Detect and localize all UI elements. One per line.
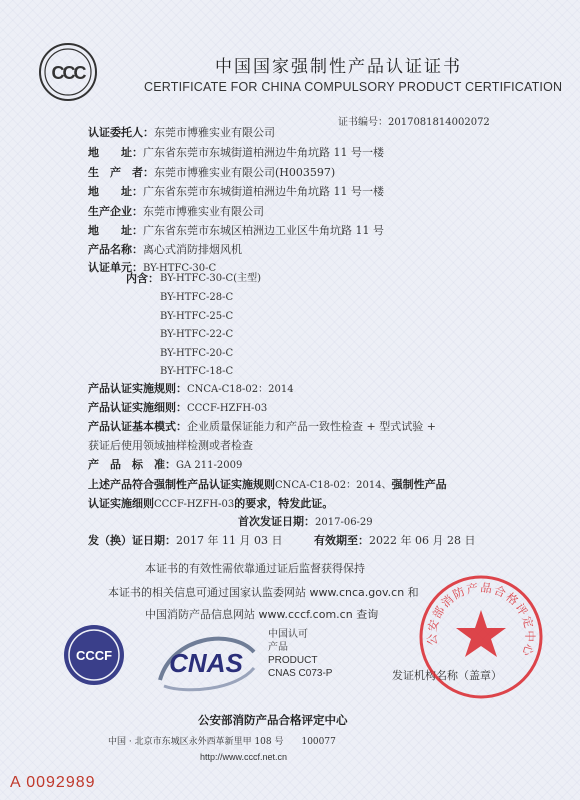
cnas-logo-text: CNAS bbox=[169, 648, 243, 678]
field-address-2-value: 广东省东莞市东城街道柏洲边牛角坑路 11 号一楼 bbox=[143, 185, 384, 198]
field-basic-mode-continued: 获证后使用领域抽样检测或者检查 bbox=[88, 439, 253, 452]
cccf-logo bbox=[62, 623, 126, 687]
conformity-rule: CNCA-C18-02：2014、 bbox=[275, 480, 392, 491]
notice-line-3: 中国消防产品信息网站 www.cccf.com.cn 查询 bbox=[145, 608, 379, 621]
field-includes-label: 内含： bbox=[126, 272, 159, 285]
model-item: BY-HTFC-20-C bbox=[160, 348, 234, 359]
cnas-cn-line-2: 产品 bbox=[268, 642, 288, 653]
ccc-logo-text: CCC bbox=[51, 63, 85, 83]
field-standard bbox=[88, 456, 242, 474]
cnas-mark-text bbox=[268, 628, 332, 680]
model-item: BY-HTFC-22-C bbox=[160, 329, 234, 340]
field-factory-label: 生产企业： bbox=[88, 205, 143, 218]
field-product-name-value: 离心式消防排烟风机 bbox=[143, 243, 242, 256]
model-item: BY-HTFC-28-C bbox=[160, 292, 234, 303]
conformity-text: 的要求，特发此证。 bbox=[234, 497, 334, 510]
seal-star-icon bbox=[456, 610, 506, 657]
conformity-statement-line-2 bbox=[88, 495, 333, 513]
certificate-number-label: 证书编号： bbox=[338, 117, 388, 128]
field-impl-detail bbox=[88, 399, 267, 417]
cnas-cn-line-1: 中国认可 bbox=[268, 629, 308, 640]
field-includes bbox=[126, 270, 159, 287]
issue-date-label: 发（换）证日期： bbox=[88, 534, 176, 547]
field-address-3-label: 地 址： bbox=[88, 224, 143, 237]
field-factory-value: 东莞市博雅实业有限公司 bbox=[143, 205, 264, 218]
issuer-signature-label: 发证机构名称（盖章） bbox=[392, 669, 502, 682]
field-address-1-value: 广东省东莞市东城街道柏洲边牛角坑路 11 号一楼 bbox=[143, 146, 384, 159]
conformity-statement-line-1 bbox=[88, 476, 447, 494]
field-producer-label: 生 产 者： bbox=[88, 166, 154, 179]
field-standard-value: GA 211-2009 bbox=[176, 460, 243, 471]
field-address-1 bbox=[88, 144, 384, 161]
field-product-name bbox=[88, 241, 242, 258]
cccf-logo-text: CCCF bbox=[75, 648, 113, 663]
field-producer-value: 东莞市博雅实业有限公司(H003597) bbox=[154, 166, 336, 179]
model-item: BY-HTFC-18-C bbox=[160, 366, 234, 377]
field-cert-unit-label: 认证单元： bbox=[88, 261, 143, 274]
field-impl-rule-label: 产品认证实施规则： bbox=[88, 382, 187, 395]
cnas-en-line-2: CNAS C073-P bbox=[268, 668, 333, 679]
issuer-name: 公安部消防产品合格评定中心 bbox=[198, 713, 348, 727]
ccc-logo bbox=[38, 42, 98, 102]
field-impl-rule-value: CNCA-C18-02：2014 bbox=[187, 384, 294, 395]
field-cert-unit-value: BY-HTFC-30-C bbox=[143, 263, 217, 274]
field-impl-detail-value: CCCF-HZFH-03 bbox=[187, 403, 268, 414]
notice-line-1: 本证书的有效性需依靠通过证后监督获得保持 bbox=[145, 562, 365, 575]
field-standard-label: 产 品 标 准： bbox=[88, 458, 176, 471]
field-address-1-label: 地 址： bbox=[88, 146, 143, 159]
cnas-logo bbox=[150, 618, 262, 700]
conformity-text: 上述产品符合强制性产品认证实施规则 bbox=[88, 478, 275, 491]
first-issue-date-label: 首次发证日期： bbox=[238, 515, 315, 528]
field-basic-mode bbox=[88, 418, 436, 435]
field-impl-detail-label: 产品认证实施细则： bbox=[88, 401, 187, 414]
issue-date bbox=[88, 532, 282, 549]
model-item: BY-HTFC-30-C(主型) bbox=[160, 273, 261, 284]
first-issue-date bbox=[238, 513, 373, 531]
field-address-2-label: 地 址： bbox=[88, 185, 143, 198]
field-basic-mode-value: 企业质量保证能力和产品一致性检查 + 型式试验 + bbox=[187, 420, 436, 433]
valid-until bbox=[314, 532, 475, 549]
conformity-text: 强制性产品 bbox=[391, 478, 447, 491]
field-producer bbox=[88, 164, 335, 181]
field-factory bbox=[88, 203, 264, 220]
certificate-number-value: 2017081814002072 bbox=[388, 117, 490, 128]
certificate-title-en: CERTIFICATE FOR CHINA COMPULSORY PRODUCT CERTIFICATION bbox=[144, 80, 563, 94]
certificate-title-cn: 中国国家强制性产品认证证书 bbox=[215, 57, 462, 77]
issuer-address: 中国 · 北京市东城区永外西革新里甲 108 号 100077 bbox=[108, 737, 336, 747]
seal-ring-text: 公安部消防产品合格评定中心 bbox=[424, 580, 538, 660]
first-issue-date-value: 2017-06-29 bbox=[315, 517, 373, 528]
field-client-value: 东莞市博雅实业有限公司 bbox=[154, 126, 275, 139]
field-address-3-value: 广东省东莞市东城区柏洲边工业区牛角坑路 11 号 bbox=[143, 224, 384, 237]
serial-number: A 0092989 bbox=[10, 774, 96, 791]
certificate-number bbox=[338, 113, 490, 128]
issuer-website: http://www.cccf.net.cn bbox=[200, 752, 288, 762]
notice-line-2: 本证书的相关信息可通过国家认监委网站 www.cnca.gov.cn 和 bbox=[108, 586, 419, 599]
cnas-en-line-1: PRODUCT bbox=[268, 655, 318, 666]
conformity-detail: CCCF-HZFH-03 bbox=[154, 499, 235, 510]
valid-until-label: 有效期至： bbox=[314, 534, 369, 547]
field-client-label: 认证委托人： bbox=[88, 126, 154, 139]
conformity-text: 认证实施细则 bbox=[88, 497, 154, 510]
field-product-name-label: 产品名称： bbox=[88, 243, 143, 256]
field-impl-rule bbox=[88, 380, 294, 398]
official-seal bbox=[416, 572, 546, 702]
field-address-3 bbox=[88, 222, 384, 239]
field-address-2 bbox=[88, 183, 384, 200]
field-basic-mode-label: 产品认证基本模式： bbox=[88, 420, 187, 433]
field-client bbox=[88, 124, 275, 141]
model-item: BY-HTFC-25-C bbox=[160, 311, 234, 322]
issue-date-value: 2017 年 11 月 03 日 bbox=[176, 534, 283, 547]
valid-until-value: 2022 年 06 月 28 日 bbox=[369, 534, 476, 547]
